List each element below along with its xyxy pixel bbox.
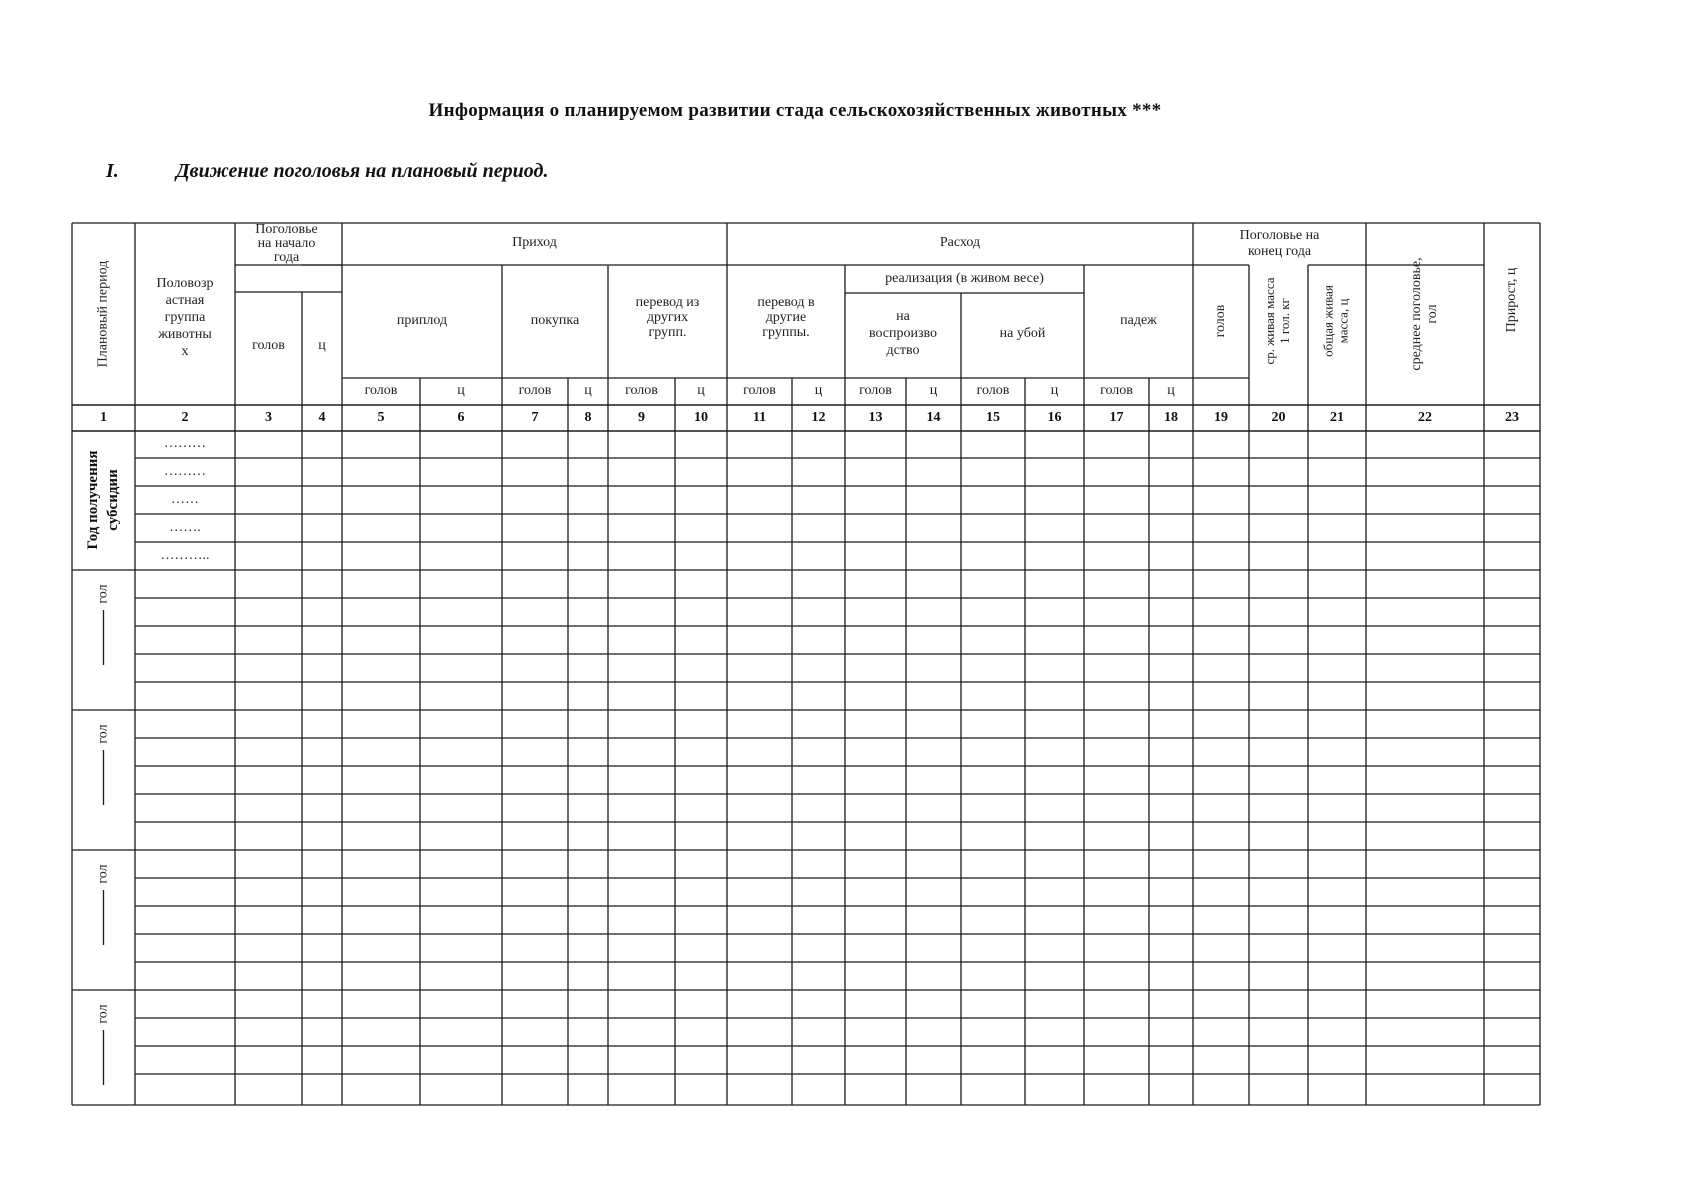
column-number: 18 xyxy=(1164,410,1178,426)
subsidy-year-label: Год получения xyxy=(84,450,101,550)
header-age-group: животны xyxy=(158,327,212,343)
header-avg-weight: ср. живая масса xyxy=(1261,277,1277,365)
header-transfer-out: группы. xyxy=(762,325,810,341)
unit-label: ц xyxy=(697,383,705,399)
year-label: гол xyxy=(95,584,111,604)
column-number: 5 xyxy=(377,410,385,426)
header-expense: Расход xyxy=(939,235,981,251)
unit-label: ц xyxy=(457,383,465,399)
subsidy-year-label: субсидии xyxy=(104,469,121,531)
header-purchase: покупка xyxy=(530,313,580,329)
header-total-weight: масса, ц xyxy=(1335,298,1351,344)
section-title: Движение поголовья на плановый период. xyxy=(176,160,549,182)
column-number: 6 xyxy=(457,410,465,426)
header-start-herd: Поголовье xyxy=(255,222,318,238)
header-transfer-out: перевод в xyxy=(757,295,815,311)
header-sales: реализация (в живом весе) xyxy=(885,271,1044,287)
section-number: I. xyxy=(106,160,119,182)
column-number: 13 xyxy=(868,410,883,426)
column-number: 14 xyxy=(926,410,941,426)
unit-label: ц xyxy=(584,383,592,399)
column-number: 1 xyxy=(100,410,107,426)
document-title: Информация о планируемом развитии стада сельскохозяйственных животных *** xyxy=(428,100,1162,121)
header-avg-herd: гол xyxy=(1425,304,1441,324)
column-number: 4 xyxy=(318,410,326,426)
subsidy-row-dots: …… xyxy=(171,492,199,508)
header-transfer-in: перевод из xyxy=(635,295,700,311)
header-reproduction: воспроизво xyxy=(868,326,938,342)
column-number: 19 xyxy=(1214,410,1228,426)
unit-label: голов xyxy=(976,383,1010,399)
header-age-group: астная xyxy=(165,293,205,309)
header-offspring: приплод xyxy=(396,313,448,329)
header-start-heads: голов xyxy=(252,338,285,354)
subsidy-row-dots: ……… xyxy=(164,436,206,452)
header-start-herd: на начало xyxy=(257,236,316,252)
column-number: 15 xyxy=(986,410,1000,426)
header-planned-period: Плановый период xyxy=(95,260,111,368)
header-transfer-in: групп. xyxy=(648,325,687,341)
unit-label: голов xyxy=(518,383,552,399)
year-label: гол xyxy=(95,1004,111,1024)
unit-label: голов xyxy=(625,383,658,399)
unit-label: голов xyxy=(1100,383,1133,399)
column-number: 2 xyxy=(181,410,189,426)
header-gain: Прирост, ц xyxy=(1504,267,1520,333)
unit-label: голов xyxy=(364,383,398,399)
header-slaughter: на убой xyxy=(999,326,1046,342)
header-age-group: группа xyxy=(164,310,206,326)
header-total-weight: общая живая xyxy=(1320,285,1336,357)
header-age-group: Половозр xyxy=(156,276,214,292)
header-transfer-in: других xyxy=(646,310,689,326)
column-number: 12 xyxy=(811,410,826,426)
column-number: 21 xyxy=(1330,410,1344,426)
header-income: Приход xyxy=(512,235,557,251)
year-label: гол xyxy=(95,864,111,884)
header-age-group: х xyxy=(181,344,189,360)
header-end-herd: конец года xyxy=(1247,244,1312,260)
header-transfer-out: другие xyxy=(765,310,807,326)
subsidy-row-dots: ……… xyxy=(164,464,206,480)
column-number: 23 xyxy=(1505,410,1519,426)
header-start-centner: ц xyxy=(318,338,326,354)
column-number: 9 xyxy=(638,410,645,426)
column-number: 11 xyxy=(752,410,767,426)
unit-label: ц xyxy=(814,383,823,399)
unit-label: ц xyxy=(1050,383,1059,399)
header-end-herd: Поголовье на xyxy=(1239,228,1320,244)
column-number: 10 xyxy=(694,410,708,426)
header-avg-herd: среднее поголовье, xyxy=(1409,257,1425,371)
column-number: 17 xyxy=(1109,410,1124,426)
column-number: 20 xyxy=(1271,410,1286,426)
unit-label: голов xyxy=(743,383,776,399)
unit-label: ц xyxy=(929,383,938,399)
year-label: гол xyxy=(95,724,111,744)
subsidy-row-dots: ……. xyxy=(169,520,201,536)
header-reproduction: дство xyxy=(886,343,920,359)
column-number: 7 xyxy=(531,410,539,426)
header-loss: падеж xyxy=(1120,313,1157,329)
header-reproduction: на xyxy=(896,309,910,325)
header-end-heads: голов xyxy=(1213,304,1229,338)
column-number: 3 xyxy=(265,410,272,426)
column-number: 16 xyxy=(1047,410,1062,426)
column-number: 22 xyxy=(1418,410,1432,426)
subsidy-row-dots: ……….. xyxy=(160,548,210,564)
column-number: 8 xyxy=(584,410,592,426)
header-start-herd: года xyxy=(273,250,300,266)
header-avg-weight: 1 гол. кг xyxy=(1276,298,1292,344)
unit-label: ц xyxy=(1167,383,1175,399)
unit-label: голов xyxy=(859,383,892,399)
